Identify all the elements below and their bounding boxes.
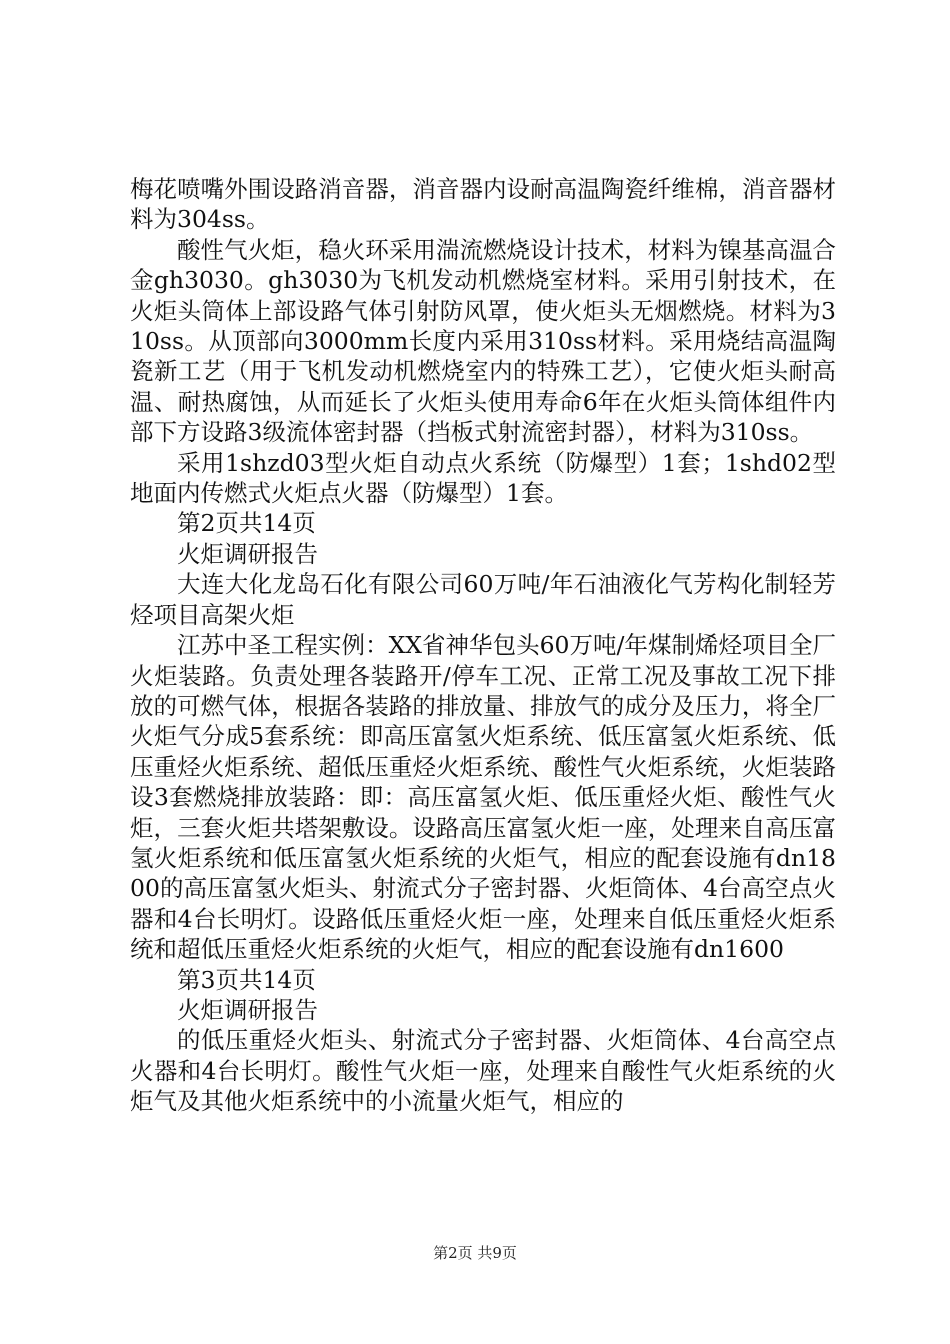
inline-page-marker-1: 第2页共14页	[177, 509, 316, 538]
document-body	[130, 174, 836, 1117]
paragraph-acid-gas-flare: 酸性气火炬，稳火环采用湍流燃烧设计技术，材料为镍基高温合金gh3030。gh3030为飞机发动机燃烧室材料。采用引射技术，在火炬头筒体上部设路气体引射防风罩，使火炬头无烟燃烧。材料为310ss。从顶部向3000mm长度内采用310ss材料。采用烧结高温陶瓷新工艺（用于飞机发动机燃烧室内的特殊工艺），它使火炬头耐高温、耐热腐蚀，从而延长了火炬头使用寿命6年在火炬头筒体组件内部下方设路3级流体密封器（挡板式射流密封器），材料为310ss。	[130, 235, 836, 447]
paragraph-low-pressure-flare: 的低压重烃火炬头、射流式分子密封器、火炬筒体、4台高空点火器和4台长明灯。酸性气火炬一座，处理来自酸性气火炬系统的火炬气及其他火炬系统中的小流量火炬气，相应的	[130, 1026, 836, 1116]
page-footer: 第2页 共9页	[433, 1244, 517, 1262]
paragraph-jiangsu-example: 江苏中圣工程实例：XX省神华包头60万吨/年煤制烯烃项目全厂火炬装路。负责处理各装路开/停车工况、正常工况及事故工况下排放的可燃气体，根据各装路的排放量、排放气的成分及压力，将全厂火炬气分成5套系统：即高压富氢火炬系统、低压富氢火炬系统、低压重烃火炬系统、超低压重烃火炬系统、酸性气火炬系统，火炬装路设3套燃烧排放装路：即：高压富氢火炬、低压重烃火炬、酸性气火炬，三套火炬共塔架敷设。设路高压富氢火炬一座，处理来自高压富氢火炬系统和低压富氢火炬系统的火炬气，相应的配套设施有dn1800的高压富氢火炬头、射流式分子密封器、火炬筒体、4台高空点火器和4台长明灯。设路低压重烃火炬一座，处理来自低压重烃火炬系统和超低压重烃火炬系统的火炬气，相应的配套设施有dn1600	[130, 631, 836, 964]
inline-report-title-1: 火炬调研报告	[177, 539, 318, 568]
inline-page-marker-2: 第3页共14页	[177, 965, 316, 994]
paragraph-muffler: 梅花喷嘴外围设路消音器，消音器内设耐高温陶瓷纤维棉，消音器材料为304ss。	[130, 175, 836, 234]
inline-report-title-2: 火炬调研报告	[177, 995, 318, 1024]
paragraph-dalian-project: 大连大化龙岛石化有限公司60万吨/年石油液化气芳构化制轻芳烃项目高架火炬	[130, 570, 836, 629]
paragraph-ignition-system: 采用1shzd03型火炬自动点火系统（防爆型）1套；1shd02型地面内传燃式火炬点火器（防爆型）1套。	[130, 448, 836, 508]
